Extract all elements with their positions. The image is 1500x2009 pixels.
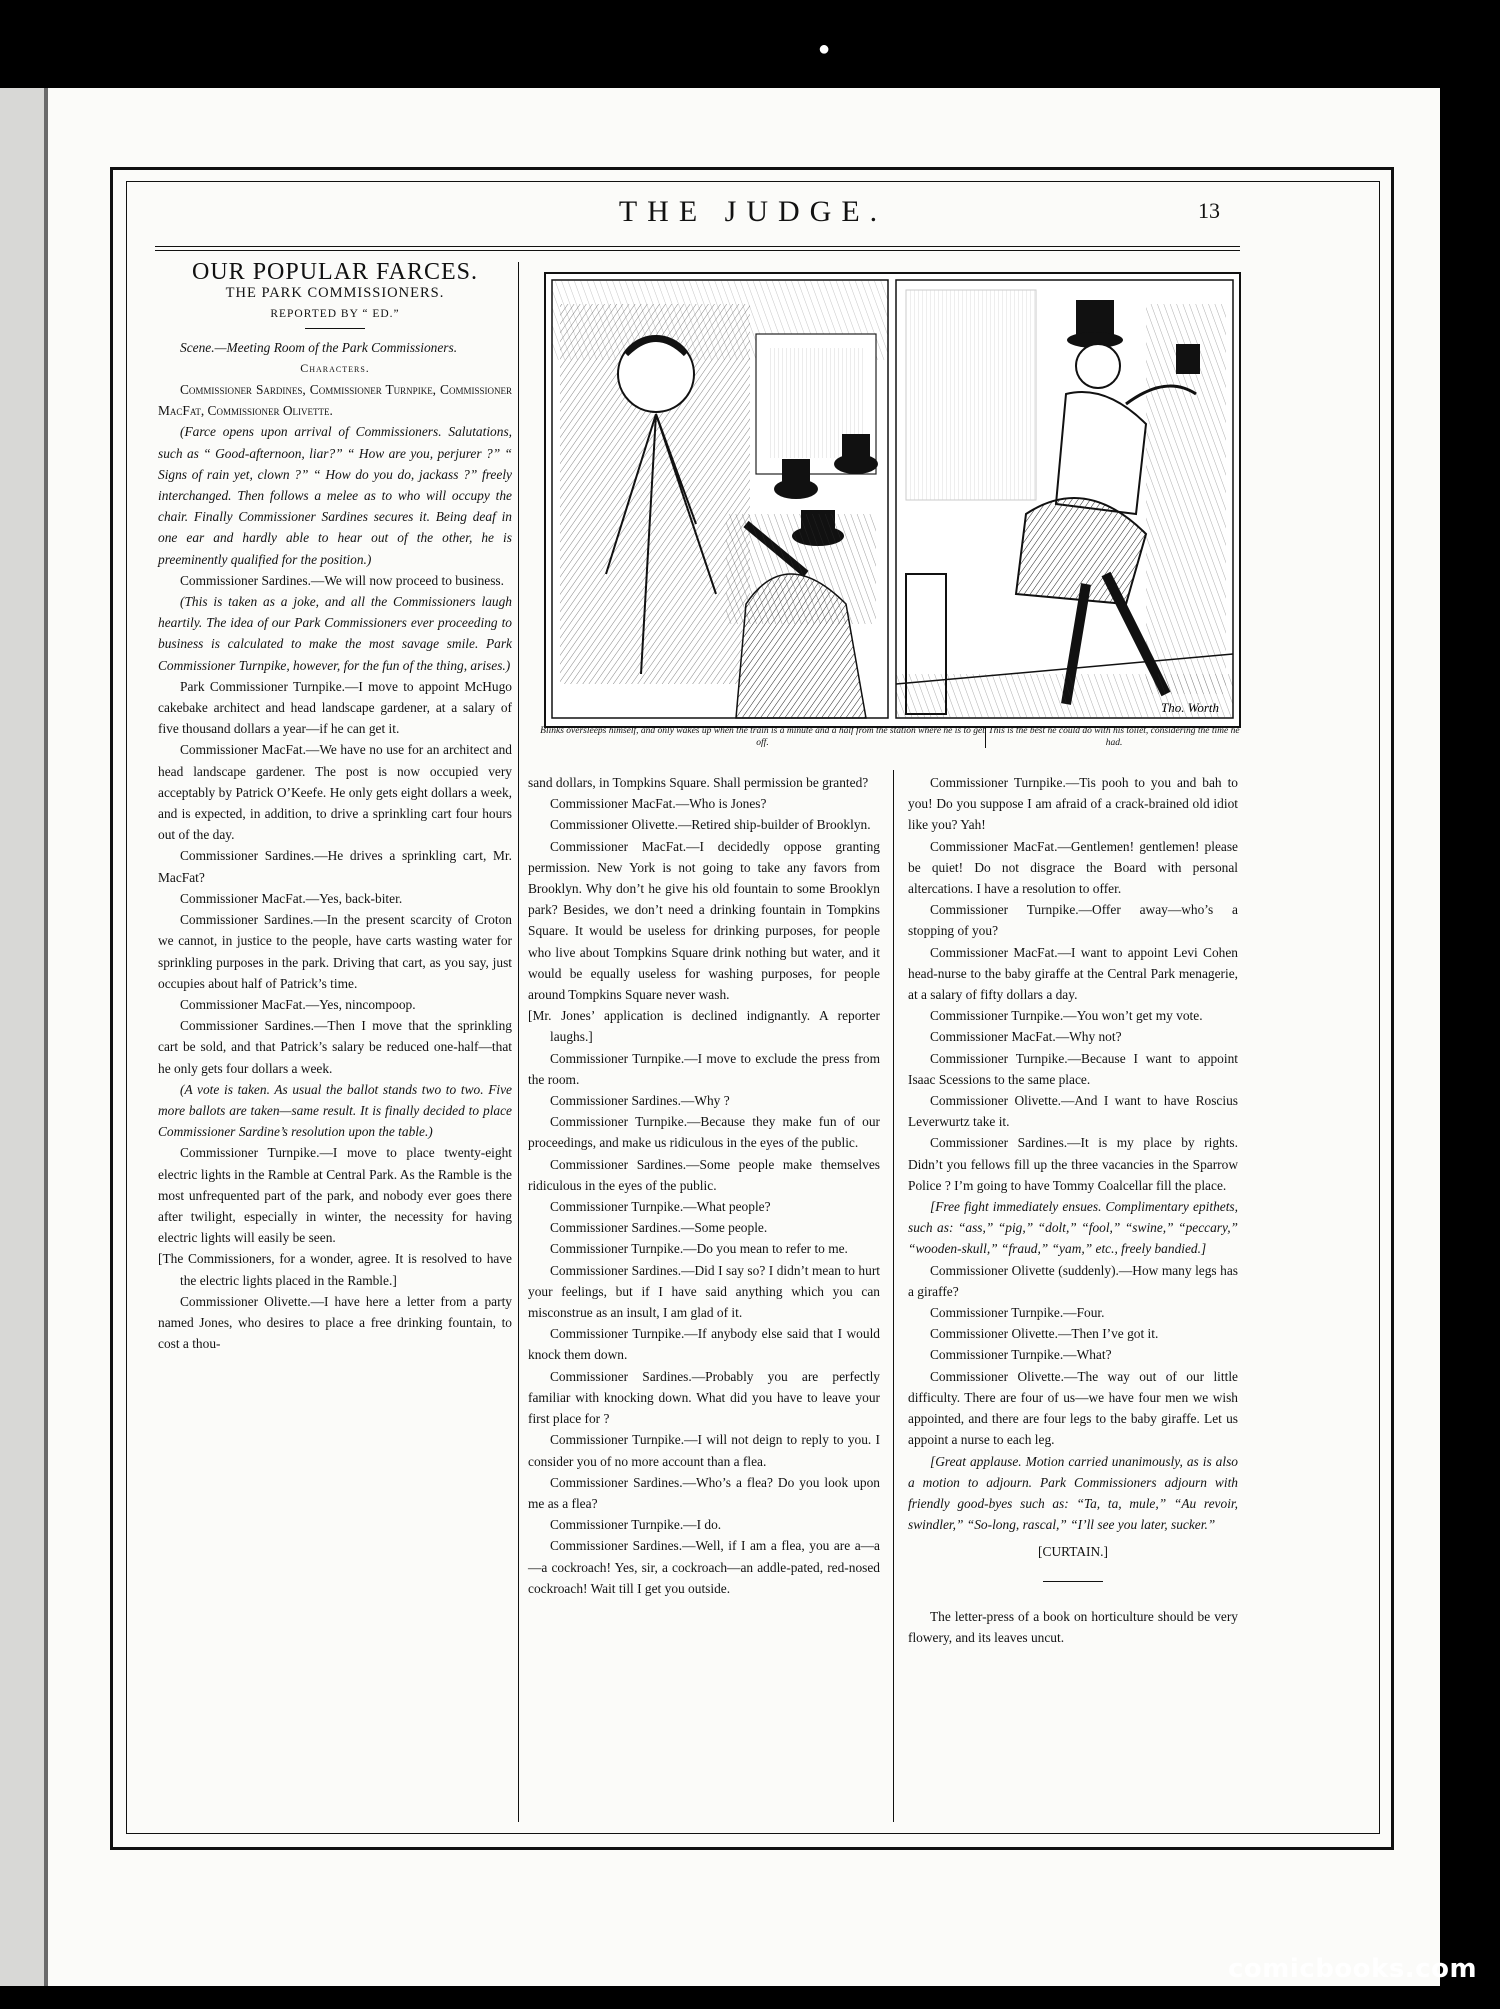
cartoon-drawing <box>546 274 1239 726</box>
paragraph: Commissioner Turnpike.—If anybody else said that I would knock them down. <box>528 1326 880 1363</box>
paragraph: [Free fight immediately ensues. Complimentary epithets, such as: “ass,” “pig,” “dolt,” “fool,” “swine,” “peccary,” “wooden-skull,” “fraud,” “yam,” etc., freely bandied.] <box>908 1199 1238 1257</box>
paragraph: Commissioner Sardines.—Who’s a flea? Do you look upon me as a flea? <box>528 1474 880 1511</box>
paragraph: Commissioner MacFat.—We have no use for an architect and head landscape gardener. The post is now occupied very acceptably by Patrick O’Keefe. He only gets eight dollars a week, and is expected, in addition, to drive a sprinkling cart four hours out of the day. <box>158 742 512 843</box>
curtain-note: [CURTAIN.] <box>1038 1544 1108 1560</box>
paragraph: Commissioner MacFat.—I decidedly oppose granting permission. New York is not going to take any favors from Brooklyn. Why don’t he give his old fountain to some Brooklyn park? Besides, we don’t need a drinking fountain in Tompkins Square. It would be useless for drinking purposes, for people who live about Tompkins Square drink nothing but water, and it would be equally useless for washing purposes, for people around Tompkins Square never wash. <box>528 838 880 1003</box>
caption-right: This is the best he could do with his toilet, considering the time he had. <box>988 726 1240 748</box>
paragraph: Commissioner Turnpike.—What people? <box>550 1199 771 1215</box>
paragraph: Commissioner Sardines.—Well, if I am a flea, you are a—a—a cockroach! Yes, sir, a cockroach—an addle-pated, red-nosed cockroach! Wait till I get you outside. <box>528 1538 880 1596</box>
paragraph: Commissioner MacFat.—Who is Jones? <box>550 796 767 812</box>
paragraph: Commissioner Turnpike.—Because they make fun of our proceedings, and make us ridiculous in the eyes of the public. <box>528 1114 880 1151</box>
page-number: 13 <box>1198 198 1220 223</box>
paragraph: Commissioner MacFat.—Why not? <box>930 1029 1122 1045</box>
paragraph: [Great applause. Motion carried unanimously, as is also a motion to adjourn. Park Commissioners adjourn with friendly good-byes such as: “Ta, ta, mule,” “Au revoir, swindler,” “So-long, rascal,” “I’ll see you later, sucker.” <box>908 1453 1238 1533</box>
column-3 <box>908 772 1238 1648</box>
paragraph: (A vote is taken. As usual the ballot stands two to two. Five more ballots are taken—same result. It is finally decided to place Commissioner Sardine’s resolution upon the table.) <box>158 1081 512 1140</box>
paragraph: Commissioner Sardines.—Some people make themselves ridiculous in the eyes of the public. <box>528 1156 880 1193</box>
column-rule-1 <box>518 262 519 1822</box>
paragraph: Commissioner Olivette.—The way out of our little difficulty. There are four of us—we have four men we wish appointed, and there are four legs to the baby giraffe. Let us appoint a nurse to each leg. <box>908 1368 1238 1448</box>
paragraph: Commissioner Turnpike.—What? <box>930 1347 1112 1363</box>
caption-divider <box>985 726 986 748</box>
facing-page-edge <box>0 88 48 1986</box>
paragraph: Commissioner Turnpike.—Four. <box>930 1305 1105 1321</box>
paragraph: Commissioner Turnpike.—I do. <box>550 1517 722 1533</box>
scene-direction: Scene.—Meeting Room of the Park Commissioners. <box>180 339 458 355</box>
paragraph: Commissioner MacFat.—Gentlemen! gentlemen! please be quiet! Do not disgrace the Board with personal altercations. I have a resolution to offer. <box>908 838 1238 897</box>
paragraph: Commissioner MacFat.—Yes, back-biter. <box>180 890 403 906</box>
paragraph: Commissioner Olivette.—And I want to have Roscius Leverwurtz take it. <box>908 1093 1238 1130</box>
paragraph: Commissioner Olivette.—I have here a letter from a party named Jones, who desires to place a free drinking fountain, to cost a thou- <box>158 1293 512 1352</box>
paragraph: (Farce opens upon arrival of Commissioners. Salutations, such as “ Good-afternoon, liar?” “ How are you, perjurer ?” “ Signs of rain yet, clown ?” “ How do you do, jackass ?” freely interchanged. Then follows a melee as to who will occupy the chair. Finally Commissioner Sardines secures it. Being deaf in one ear and hardly able to hear out of the other, he is preeminently qualified for the position.) <box>158 424 512 567</box>
right-panel <box>896 280 1233 718</box>
paragraph: Commissioner Sardines.—Probably you are perfectly familiar with knocking down. What did you have to leave your first place for ? <box>528 1368 880 1427</box>
paragraph: Commissioner Sardines.—It is my place by rights. Didn’t you fellows fill up the three vacancies in the Sparrow Police ? I’m going to have Tommy Coalcellar fill the place. <box>908 1135 1238 1193</box>
paragraph: Commissioner Sardines.—In the present scarcity of Croton we cannot, in justice to the people, have carts wasting water for sprinkling purposes in the park. Driving that cart, as you say, just occupies about half of Patrick’s time. <box>158 912 512 991</box>
filler-paragraph: The letter-press of a book on horticulture should be very flowery, and its leaves uncut. <box>908 1608 1238 1645</box>
characters-heading: Characters. <box>300 360 370 375</box>
paragraph: Commissioner Sardines.—He drives a sprinkling cart, Mr. MacFat? <box>158 848 512 885</box>
column-1 <box>158 259 512 1354</box>
paragraph: Commissioner Sardines.—Did I say so? I didn’t mean to hurt your feelings, but if I have said anything which you can misconstrue as an insult, I am glad of it. <box>528 1262 880 1321</box>
paragraph: Commissioner Turnpike.—Because I want to appoint Isaac Scessions to the same place. <box>908 1050 1238 1087</box>
paragraph: Commissioner Sardines.—We will now proceed to business. <box>180 572 504 588</box>
left-panel <box>552 280 888 718</box>
article-title: OUR POPULAR FARCES. <box>192 259 478 285</box>
byline: REPORTED BY “ ED.” <box>270 308 400 321</box>
paragraph: Commissioner Turnpike.—Do you mean to refer to me. <box>550 1241 848 1257</box>
paragraph: Commissioner MacFat.—I want to appoint Levi Cohen head-nurse to the baby giraffe at the Central Park menagerie, at a salary of fifty dollars a day. <box>908 944 1238 1003</box>
characters-list: Commissioner Sardines, Commissioner Turnpike, Commissioner MacFat, Commissioner Olivette. <box>158 382 512 419</box>
filler-rule <box>1043 1581 1103 1582</box>
article-subtitle: THE PARK COMMISSIONERS. <box>225 285 445 302</box>
paragraph: Commissioner MacFat.—Yes, nincompoop. <box>180 996 416 1012</box>
paragraph: [The Commissioners, for a wonder, agree. It is resolved to have the electric lights placed in the Ramble.] <box>158 1251 512 1288</box>
paragraph: Commissioner Turnpike.—Offer away—who’s a stopping of you? <box>908 902 1238 939</box>
paragraph: Commissioner Sardines.—Why ? <box>550 1093 730 1109</box>
paragraph: Park Commissioner Turnpike.—I move to appoint McHugo cakebake architect and head landscape gardener, at a salary of five thousand dollars a year—if he can get it. <box>158 678 512 737</box>
paragraph: (This is taken as a joke, and all the Commissioners laugh heartily. The idea of our Park Commissioners ever proceeding to business is calculated to make the most savage smile. Park Commissioner Turnpike, however, for the fun of the thing, arises.) <box>158 594 512 673</box>
column-rule-2 <box>893 770 894 1822</box>
watermark: comicbooks.com <box>1228 1954 1478 1984</box>
column-2 <box>528 772 880 1599</box>
paragraph: Commissioner Turnpike.—I move to place twenty-eight electric lights in the Ramble at Central Park. As the Ramble is the most unfrequented part of the park, and nobody ever goes there after twilight, especially in winter, the necessity for having electric lights will easily be seen. <box>158 1145 512 1246</box>
paragraph: sand dollars, in Tompkins Square. Shall permission be granted? <box>528 775 869 790</box>
masthead-rule <box>155 246 1240 251</box>
paragraph: Commissioner Sardines.—Some people. <box>550 1220 768 1236</box>
artist-signature: Tho. Worth <box>1161 700 1220 715</box>
paragraph: Commissioner Turnpike.—Tis pooh to you and bah to you! Do you suppose I am afraid of a crack-brained old idiot like you? Yah! <box>908 775 1238 833</box>
paragraph: Commissioner Olivette.—Then I’ve got it. <box>930 1326 1159 1342</box>
paragraph: Commissioner Turnpike.—I will not deign to reply to you. I consider you of no more account than a flea. <box>528 1432 880 1469</box>
paragraph: Commissioner Turnpike.—I move to exclude the press from the room. <box>528 1050 880 1087</box>
paragraph: [Mr. Jones’ application is declined indignantly. A reporter laughs.] <box>528 1008 880 1045</box>
caption-left: Blinks oversleeps himself, and only wakes up when the train is a minute and a half from the station where he is to get off. <box>540 726 985 748</box>
masthead-title: THE JUDGE. <box>618 195 888 228</box>
scan-mark: ● <box>818 38 831 60</box>
paragraph: Commissioner Turnpike.—You won’t get my vote. <box>930 1008 1203 1024</box>
paragraph: Commissioner Olivette.—Retired ship-builder of Brooklyn. <box>550 817 871 833</box>
cartoon-illustration <box>544 272 1241 728</box>
paragraph: Commissioner Sardines.—Then I move that the sprinkling cart be sold, and that Patrick’s salary be reduced one-half—that he only gets four dollars a week. <box>158 1018 512 1076</box>
paragraph: Commissioner Olivette (suddenly).—How many legs has a giraffe? <box>908 1262 1238 1299</box>
byline-rule <box>305 328 365 329</box>
